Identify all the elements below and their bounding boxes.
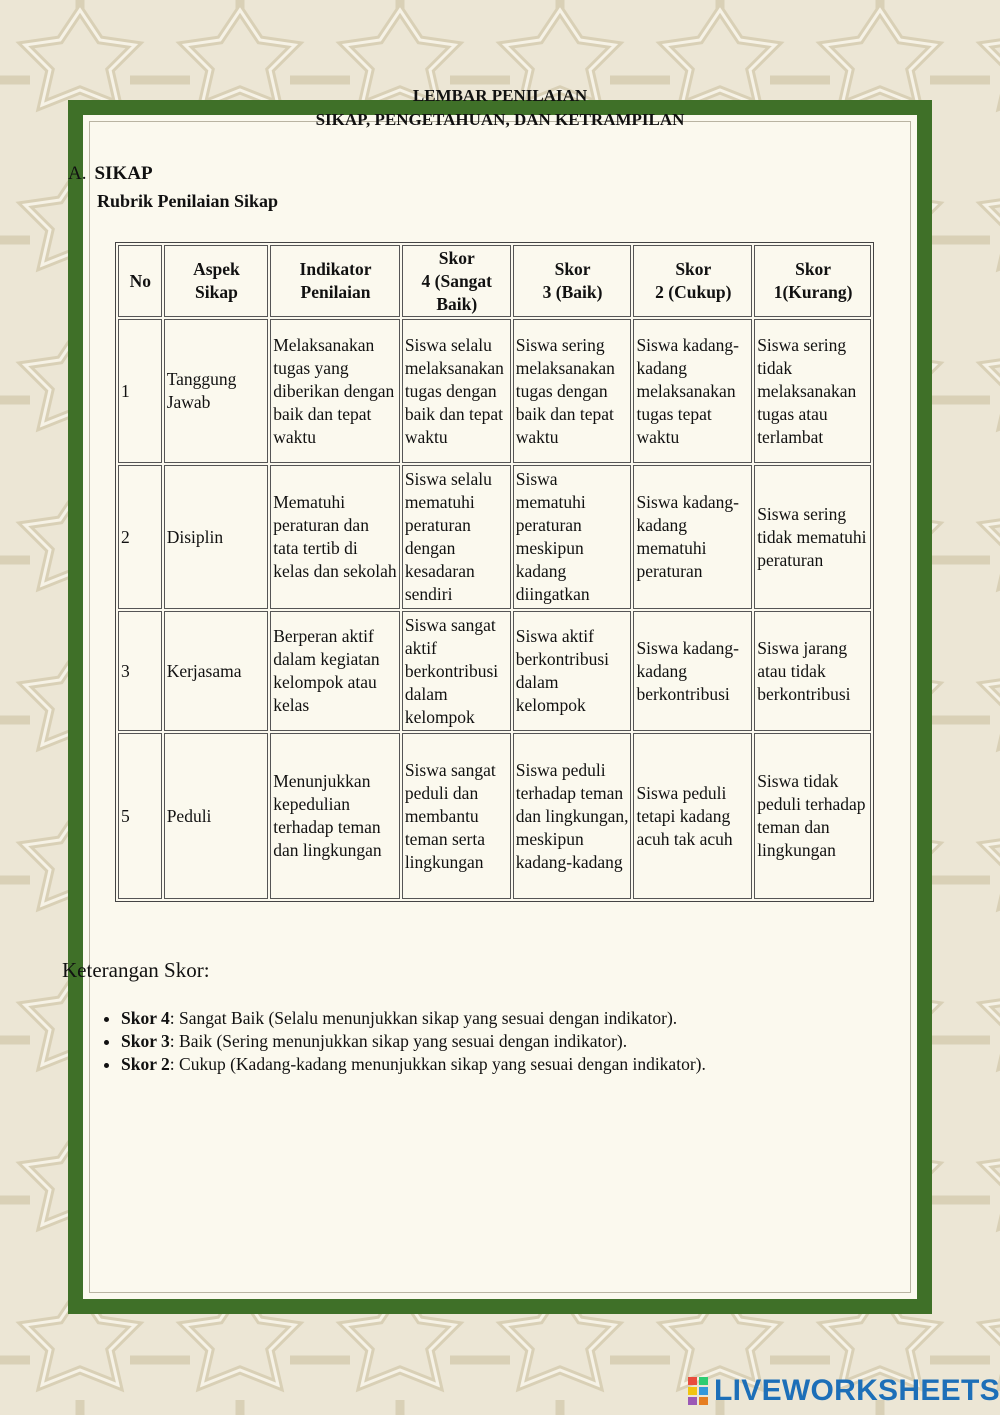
cell-indikator: Mematuhi peraturan dan tata tertib di kelas dan sekolah [270,465,400,609]
header-no: No [118,245,162,317]
cell-skor-3: Siswa mematuhi peraturan meskipun kadang diingatkan [513,465,632,609]
table-row [118,611,871,731]
title-line-1: LEMBAR PENILAIAN [412,86,588,105]
cell-no: 5 [118,733,162,899]
score-description: : Cukup (Kadang-kadang menunjukkan sikap yang sesuai dengan indikator). [169,1054,706,1074]
liveworksheets-logo-icon [688,1377,710,1405]
header-skor-2: Skor 2 (Cukup) [633,245,752,317]
cell-skor-2: Siswa kadang-kadang mematuhi peraturan [633,465,752,609]
cell-skor-4: Siswa selalu melaksanakan tugas dengan baik dan tepat waktu [402,319,511,463]
keterangan-title: Keterangan Skor: [62,958,210,982]
list-item [121,1007,921,1030]
section-letter: A. [68,163,87,184]
cell-indikator: Melaksanakan tugas yang diberikan dengan baik dan tepat waktu [270,319,400,463]
section-title: SIKAP [94,163,153,184]
cell-skor-1: Siswa jarang atau tidak berkontribusi [754,611,871,731]
cell-skor-4: Siswa sangat aktif berkontribusi dalam kelompok [402,611,511,731]
cell-indikator: Menunjukkan kepedulian terhadap teman dan lingkungan [270,733,400,899]
header-indikator: Indikator Penilaian [270,245,400,317]
cell-skor-2: Siswa peduli tetapi kadang acuh tak acuh [633,733,752,899]
table-header-row [118,245,871,317]
header-skor-3: Skor 3 (Baik) [513,245,632,317]
cell-skor-1: Siswa sering tidak mematuhi peraturan [754,465,871,609]
score-description: : Baik (Sering menunjukkan sikap yang sesuai dengan indikator). [169,1031,628,1051]
cell-aspek: Tanggung Jawab [164,319,269,463]
liveworksheets-logo-text: LIVEWORKSHEETS [714,1374,1000,1407]
score-label: Skor 3 [121,1031,170,1051]
cell-skor-3: Siswa sering melaksanakan tugas dengan baik dan tepat waktu [513,319,632,463]
score-label: Skor 4 [121,1008,170,1028]
header-skor-1: Skor 1(Kurang) [754,245,871,317]
cell-skor-2: Siswa kadang-kadang berkontribusi [633,611,752,731]
score-description: : Sangat Baik (Selalu menunjukkan sikap yang sesuai dengan indikator). [169,1008,678,1028]
list-item [121,1053,921,1076]
cell-skor-3: Siswa aktif berkontribusi dalam kelompok [513,611,632,731]
table-row [118,733,871,899]
liveworksheets-logo [688,1374,1000,1408]
rubric-title: Rubrik Penilaian Sikap [97,191,279,211]
title-line-2: SIKAP, PENGETAHUAN, DAN KETRAMPILAN [315,110,685,129]
keterangan-list [79,1007,921,1076]
cell-skor-1: Siswa tidak peduli terhadap teman dan lingkungan [754,733,871,899]
cell-no: 3 [118,611,162,731]
cell-skor-2: Siswa kadang-kadang melaksanakan tugas tepat waktu [633,319,752,463]
cell-skor-4: Siswa selalu mematuhi peraturan dengan kesadaran sendiri [402,465,511,609]
cell-skor-3: Siswa peduli terhadap teman dan lingkungan, meskipun kadang-kadang [513,733,632,899]
header-skor-4: Skor 4 (Sangat Baik) [402,245,511,317]
cell-aspek: Kerjasama [164,611,269,731]
table-row [118,465,871,609]
table-row [118,319,871,463]
cell-skor-1: Siswa sering tidak melaksanakan tugas atau terlambat [754,319,871,463]
header-aspek: Aspek Sikap [164,245,269,317]
list-item [121,1030,921,1053]
cell-indikator: Berperan aktif dalam kegiatan kelompok atau kelas [270,611,400,731]
cell-aspek: Peduli [164,733,269,899]
section-heading [68,163,153,185]
page-title [0,84,1000,132]
rubric-table [115,242,874,902]
score-label: Skor 2 [121,1054,170,1074]
cell-no: 2 [118,465,162,609]
cell-aspek: Disiplin [164,465,269,609]
cell-skor-4: Siswa sangat peduli dan membantu teman serta lingkungan [402,733,511,899]
cell-no: 1 [118,319,162,463]
